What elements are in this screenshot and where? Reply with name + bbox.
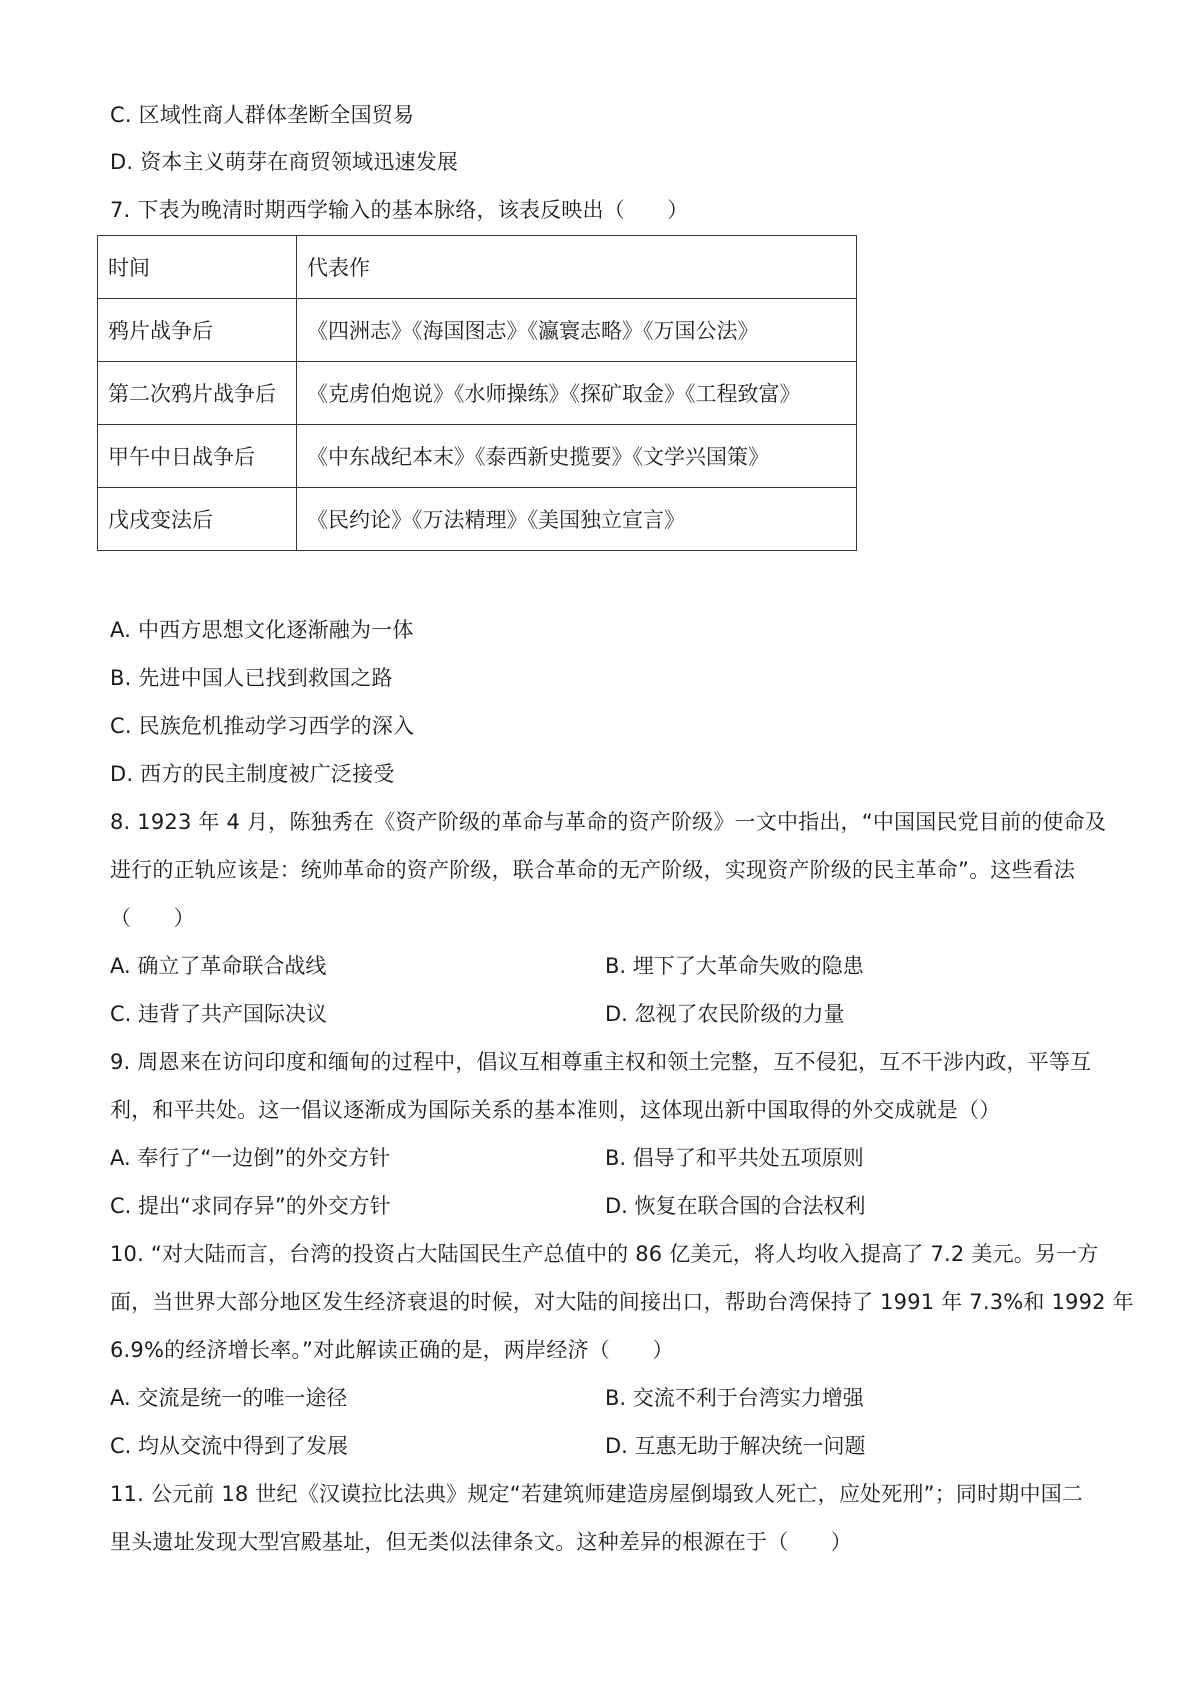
q10-stem-line2: 面，当世界大部分地区发生经济衰退的时候，对大陆的间接出口，帮助台湾保持了 1991 年 7.3%和 1992 年 <box>110 1290 1134 1314</box>
q7-stem: 7. 下表为晚清时期西学输入的基本脉络，该表反映出（ ） <box>110 198 689 222</box>
table-row <box>98 425 857 488</box>
q9-option-b: B. 倡导了和平共处五项原则 <box>605 1146 864 1170</box>
table-cell-period: 戊戌变法后 <box>98 488 297 551</box>
table-row <box>98 362 857 425</box>
q7-option-d: D. 西方的民主制度被广泛接受 <box>110 762 395 786</box>
q8-option-a: A. 确立了革命联合战线 <box>110 954 327 978</box>
q9-stem-line2: 利，和平共处。这一倡议逐渐成为国际关系的基本准则，这体现出新中国取得的外交成就是（） <box>110 1098 1001 1122</box>
q7-table <box>97 235 857 551</box>
table-header-cell: 代表作 <box>297 236 857 299</box>
q8-option-b: B. 埋下了大革命失败的隐患 <box>605 954 864 978</box>
q6-option-c: C. 区域性商人群体垄断全国贸易 <box>110 103 415 127</box>
table-cell-works: 《克虏伯炮说》《水师操练》《探矿取金》《工程致富》 <box>297 362 857 425</box>
q8-stem-line3: （ ） <box>110 906 195 930</box>
q10-option-a: A. 交流是统一的唯一途径 <box>110 1386 348 1410</box>
q9-option-a: A. 奉行了“一边倒”的外交方针 <box>110 1146 391 1170</box>
q9-option-d: D. 恢复在联合国的合法权利 <box>605 1194 866 1218</box>
q8-option-c: C. 违背了共产国际决议 <box>110 1002 328 1026</box>
q7-option-a: A. 中西方思想文化逐渐融为一体 <box>110 618 414 642</box>
table-cell-period: 鸦片战争后 <box>98 299 297 362</box>
table-cell-period: 甲午中日战争后 <box>98 425 297 488</box>
q6-option-d: D. 资本主义萌芽在商贸领域迅速发展 <box>110 150 459 174</box>
q10-stem-line1: 10. “对大陆而言，台湾的投资占大陆国民生产总值中的 86 亿美元，将人均收入提高了 7.2 美元。另一方 <box>110 1242 1099 1266</box>
q8-option-d: D. 忽视了农民阶级的力量 <box>605 1002 845 1026</box>
table-row <box>98 488 857 551</box>
table-cell-works: 《民约论》《万法精理》《美国独立宣言》 <box>297 488 857 551</box>
q10-option-c: C. 均从交流中得到了发展 <box>110 1434 349 1458</box>
table-cell-period: 第二次鸦片战争后 <box>98 362 297 425</box>
table-cell-works: 《四洲志》《海国图志》《瀛寰志略》《万国公法》 <box>297 299 857 362</box>
table-cell-works: 《中东战纪本末》《泰西新史揽要》《文学兴国策》 <box>297 425 857 488</box>
q8-stem-line1: 8. 1923 年 4 月，陈独秀在《资产阶级的革命与革命的资产阶级》一文中指出，“中国国民党目前的使命及 <box>110 810 1107 834</box>
q10-option-d: D. 互惠无助于解决统一问题 <box>605 1434 866 1458</box>
q11-stem-line1: 11. 公元前 18 世纪《汉谟拉比法典》规定“若建筑师建造房屋倒塌致人死亡，应处死刑”；同时期中国二 <box>110 1482 1084 1506</box>
q7-option-c: C. 民族危机推动学习西学的深入 <box>110 714 415 738</box>
q8-stem-line2: 进行的正轨应该是：统帅革命的资产阶级，联合革命的无产阶级，实现资产阶级的民主革命”。这些看法 <box>110 858 1076 882</box>
q9-option-c: C. 提出“求同存异”的外交方针 <box>110 1194 391 1218</box>
q10-option-b: B. 交流不利于台湾实力增强 <box>605 1386 864 1410</box>
q10-stem-line3: 6.9%的经济增长率。”对此解读正确的是，两岸经济（ ） <box>110 1338 674 1362</box>
table-header-row <box>98 236 857 299</box>
table-header-cell: 时间 <box>98 236 297 299</box>
q11-stem-line2: 里头遗址发现大型宫殿基址，但无类似法律条文。这种差异的根源在于（ ） <box>110 1530 852 1554</box>
q9-stem-line1: 9. 周恩来在访问印度和缅甸的过程中，倡议互相尊重主权和领土完整，互不侵犯，互不干涉内政，平等互 <box>110 1050 1092 1074</box>
table-row <box>98 299 857 362</box>
q7-option-b: B. 先进中国人已找到救国之路 <box>110 666 393 690</box>
